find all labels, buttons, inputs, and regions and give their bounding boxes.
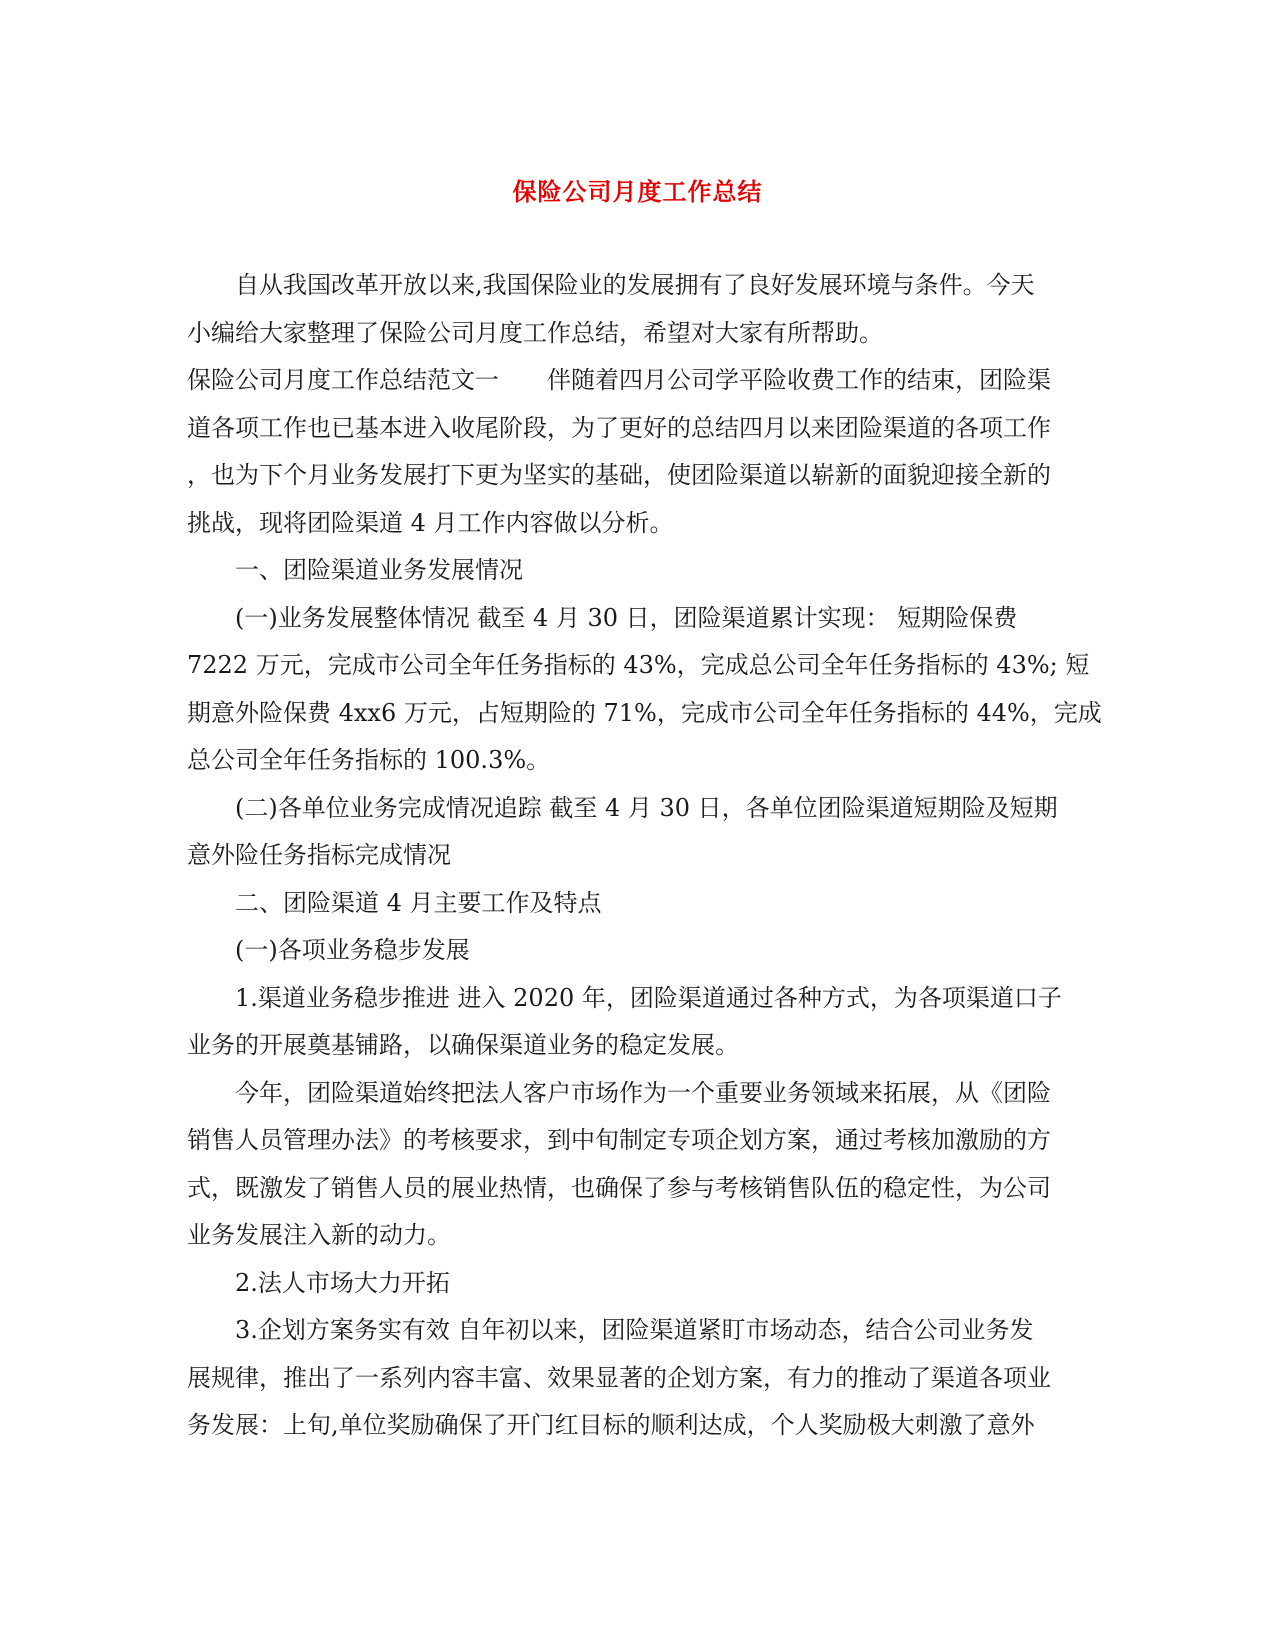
body-line: ，也为下个月业务发展打下更为坚实的基础，使团险渠道以崭新的面貌迎接全新的 [187,461,1051,489]
body-line: 1.渠道业务稳步推进 进入 2020 年，团险渠道通过各种方式，为各项渠道口子 [187,983,1062,1012]
body-line: 业务发展注入新的动力。 [187,1221,451,1249]
body-line: 展规律，推出了一系列内容丰富、效果显著的企划方案，有力的推动了渠道各项业 [187,1363,1051,1392]
body-line: 业务的开展奠基铺路，以确保渠道业务的稳定发展。 [187,1031,739,1059]
body-line: 式，既激发了销售人员的展业热情，也确保了参与考核销售队伍的稳定性，为公司 [187,1173,1051,1202]
body-line: 一、团险渠道业务发展情况 [187,556,523,584]
body-line: 期意外险保费 4xx6 万元，占短期险的 71%，完成市公司全年任务指标的 44%，完成 [187,698,1102,727]
body-line: 销售人员管理办法》的考核要求，到中旬制定专项企划方案，通过考核加激励的方 [187,1126,1051,1154]
body-line: 意外险任务指标完成情况 [187,841,451,869]
body-line: 保险公司月度工作总结范文一 伴随着四月公司学平险收费工作的结束，团险渠 [187,366,1051,394]
body-line: 道各项工作也已基本进入收尾阶段，为了更好的总结四月以来团险渠道的各项工作 [187,413,1051,442]
body-line: 3.企划方案务实有效 自年初以来，团险渠道紧盯市场动态，结合公司业务发 [187,1316,1034,1344]
body-line: (一)业务发展整体情况 截至 4 月 30 日，团险渠道累计实现： 短期险保费 [187,603,1018,632]
body-line: 务发展：上旬,单位奖励确保了开门红目标的顺利达成，个人奖励极大刺激了意外 [187,1411,1035,1439]
document-body [187,262,1102,1450]
body-line: 小编给大家整理了保险公司月度工作总结，希望对大家有所帮助。 [187,318,883,347]
body-line: 总公司全年任务指标的 100.3%。 [187,746,551,774]
body-line: 自从我国改革开放以来,我国保险业的发展拥有了良好发展环境与条件。今天 [187,271,1035,299]
body-line: 今年，团险渠道始终把法人客户市场作为一个重要业务领域来拓展，从《团险 [187,1078,1051,1107]
body-line: 二、团险渠道 4 月主要工作及特点 [187,888,602,917]
body-line: 挑战，现将团险渠道 4 月工作内容做以分析。 [187,508,674,537]
body-line: (一)各项业务稳步发展 [187,936,470,964]
body-line: (二)各单位业务完成情况追踪 截至 4 月 30 日，各单位团险渠道短期险及短期 [187,793,1058,822]
body-line: 2.法人市场大力开拓 [187,1268,450,1297]
document-title: 保险公司月度工作总结 [512,177,763,206]
body-line: 7222 万元，完成市公司全年任务指标的 43%，完成总公司全年任务指标的 43%; 短 [187,651,1090,679]
